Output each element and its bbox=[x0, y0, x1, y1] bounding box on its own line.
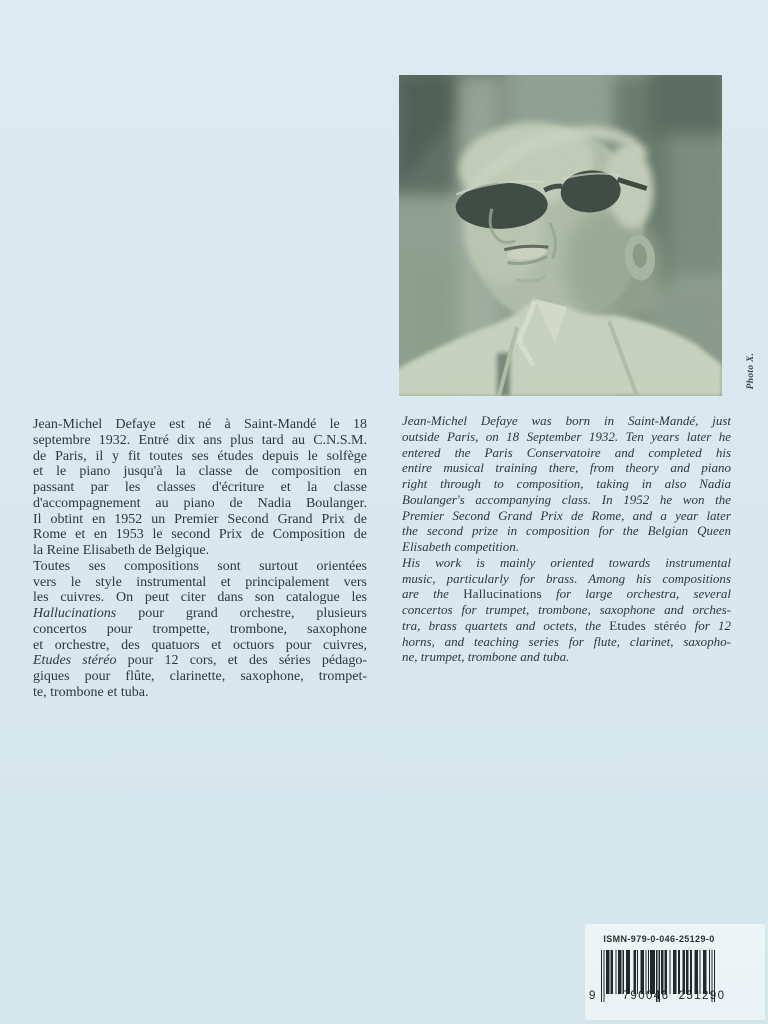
bio-line: les cuivres. On peut citer dans son catalogue les bbox=[33, 590, 367, 606]
bio-paragraph bbox=[33, 559, 367, 701]
bio-line: music, particularly for brass. Among his compositions bbox=[402, 570, 731, 586]
barcode-digits-group2: 251290 bbox=[678, 990, 726, 1002]
bio-line: Etudes stéréo pour 12 cors, et des séries pédago- bbox=[33, 653, 367, 669]
bio-line: d'accompagnement au piano de Nadia Boulanger. bbox=[33, 495, 367, 511]
barcode-digits-group1: 790046 bbox=[622, 990, 670, 1002]
bio-line: concertos pour trompette, trombone, saxophone bbox=[33, 621, 367, 637]
bio-line: concertos for trumpet, trombone, saxophone and orches- bbox=[402, 602, 731, 617]
bio-line: la Reine Elisabeth de Belgique. bbox=[33, 543, 210, 558]
bio-line: Rome et en 1953 le second Prix de Composition de bbox=[33, 527, 367, 543]
bio-french bbox=[33, 417, 367, 701]
bio-line: outside Paris, on 18 September 1932. Ten years later he bbox=[402, 428, 731, 444]
portrait-photo bbox=[399, 75, 722, 396]
bio-line: entered the Paris Conservatoire and completed his bbox=[402, 444, 731, 460]
photo-credit: Photo X. bbox=[746, 352, 756, 390]
bio-paragraph bbox=[402, 555, 731, 665]
bio-line: Jean-Michel Defaye est né à Saint-Mandé le 18 bbox=[33, 417, 367, 432]
bio-line: right through to composition, taking in also Nadia bbox=[402, 476, 731, 491]
bio-line: Jean-Michel Defaye was born in Saint-Mandé, just bbox=[402, 413, 731, 428]
bio-line: Premier Second Grand Prix de Rome, and a year later bbox=[402, 507, 731, 523]
bio-line: tra, brass quartets and octets, the Etudes stéréo for 12 bbox=[402, 617, 731, 633]
bio-line: horns, and teaching series for flute, clarinet, saxopho- bbox=[402, 633, 731, 649]
bio-line: et le piano jusqu'à la classe de composition en bbox=[33, 464, 367, 480]
bio-line: Hallucinations pour grand orchestre, plusieurs bbox=[33, 606, 367, 621]
bio-line: ne, trumpet, trombone and tuba. bbox=[402, 649, 570, 665]
bio-paragraph bbox=[402, 413, 731, 555]
ismn-label: ISMN-979-0-046-25129-0 bbox=[603, 934, 715, 944]
bio-line: vers le style instrumental et principalement vers bbox=[33, 574, 367, 590]
barcode-block bbox=[585, 924, 765, 1020]
bio-line: de Paris, il y fit toutes ses études depuis le solfège bbox=[33, 448, 367, 464]
bio-english bbox=[402, 413, 731, 665]
bio-paragraph bbox=[33, 417, 367, 559]
bio-line: entire musical training there, from theory and piano bbox=[402, 460, 731, 476]
bio-line: Boulanger's accompanying class. In 1952 he won the bbox=[402, 491, 731, 507]
bio-line: et orchestre, des quatuors et octuors pour cuivres, bbox=[33, 637, 367, 653]
portrait-photo-art bbox=[399, 75, 722, 396]
bio-line: Toutes ses compositions sont surtout orientées bbox=[33, 558, 367, 574]
bio-line: septembre 1932. Entré dix ans plus tard au C.N.S.M. bbox=[33, 432, 367, 448]
bio-line: passant par les classes d'écriture et la classe bbox=[33, 480, 367, 495]
bio-line: are the Hallucinations for large orchestra, several bbox=[402, 586, 731, 602]
bio-line: te, trombone et tuba. bbox=[33, 684, 149, 700]
bio-line: the second prize in composition for the Belgian Queen bbox=[402, 523, 731, 539]
barcode-digit-lead: 9 bbox=[589, 990, 596, 1002]
bio-line: Elisabeth competition. bbox=[402, 539, 519, 554]
bio-line: giques pour flûte, clarinette, saxophone, trompet- bbox=[33, 669, 367, 684]
bio-line: Il obtint en 1952 un Premier Second Grand Prix de bbox=[33, 511, 367, 527]
bio-line: His work is mainly oriented towards instrumental bbox=[402, 554, 731, 570]
